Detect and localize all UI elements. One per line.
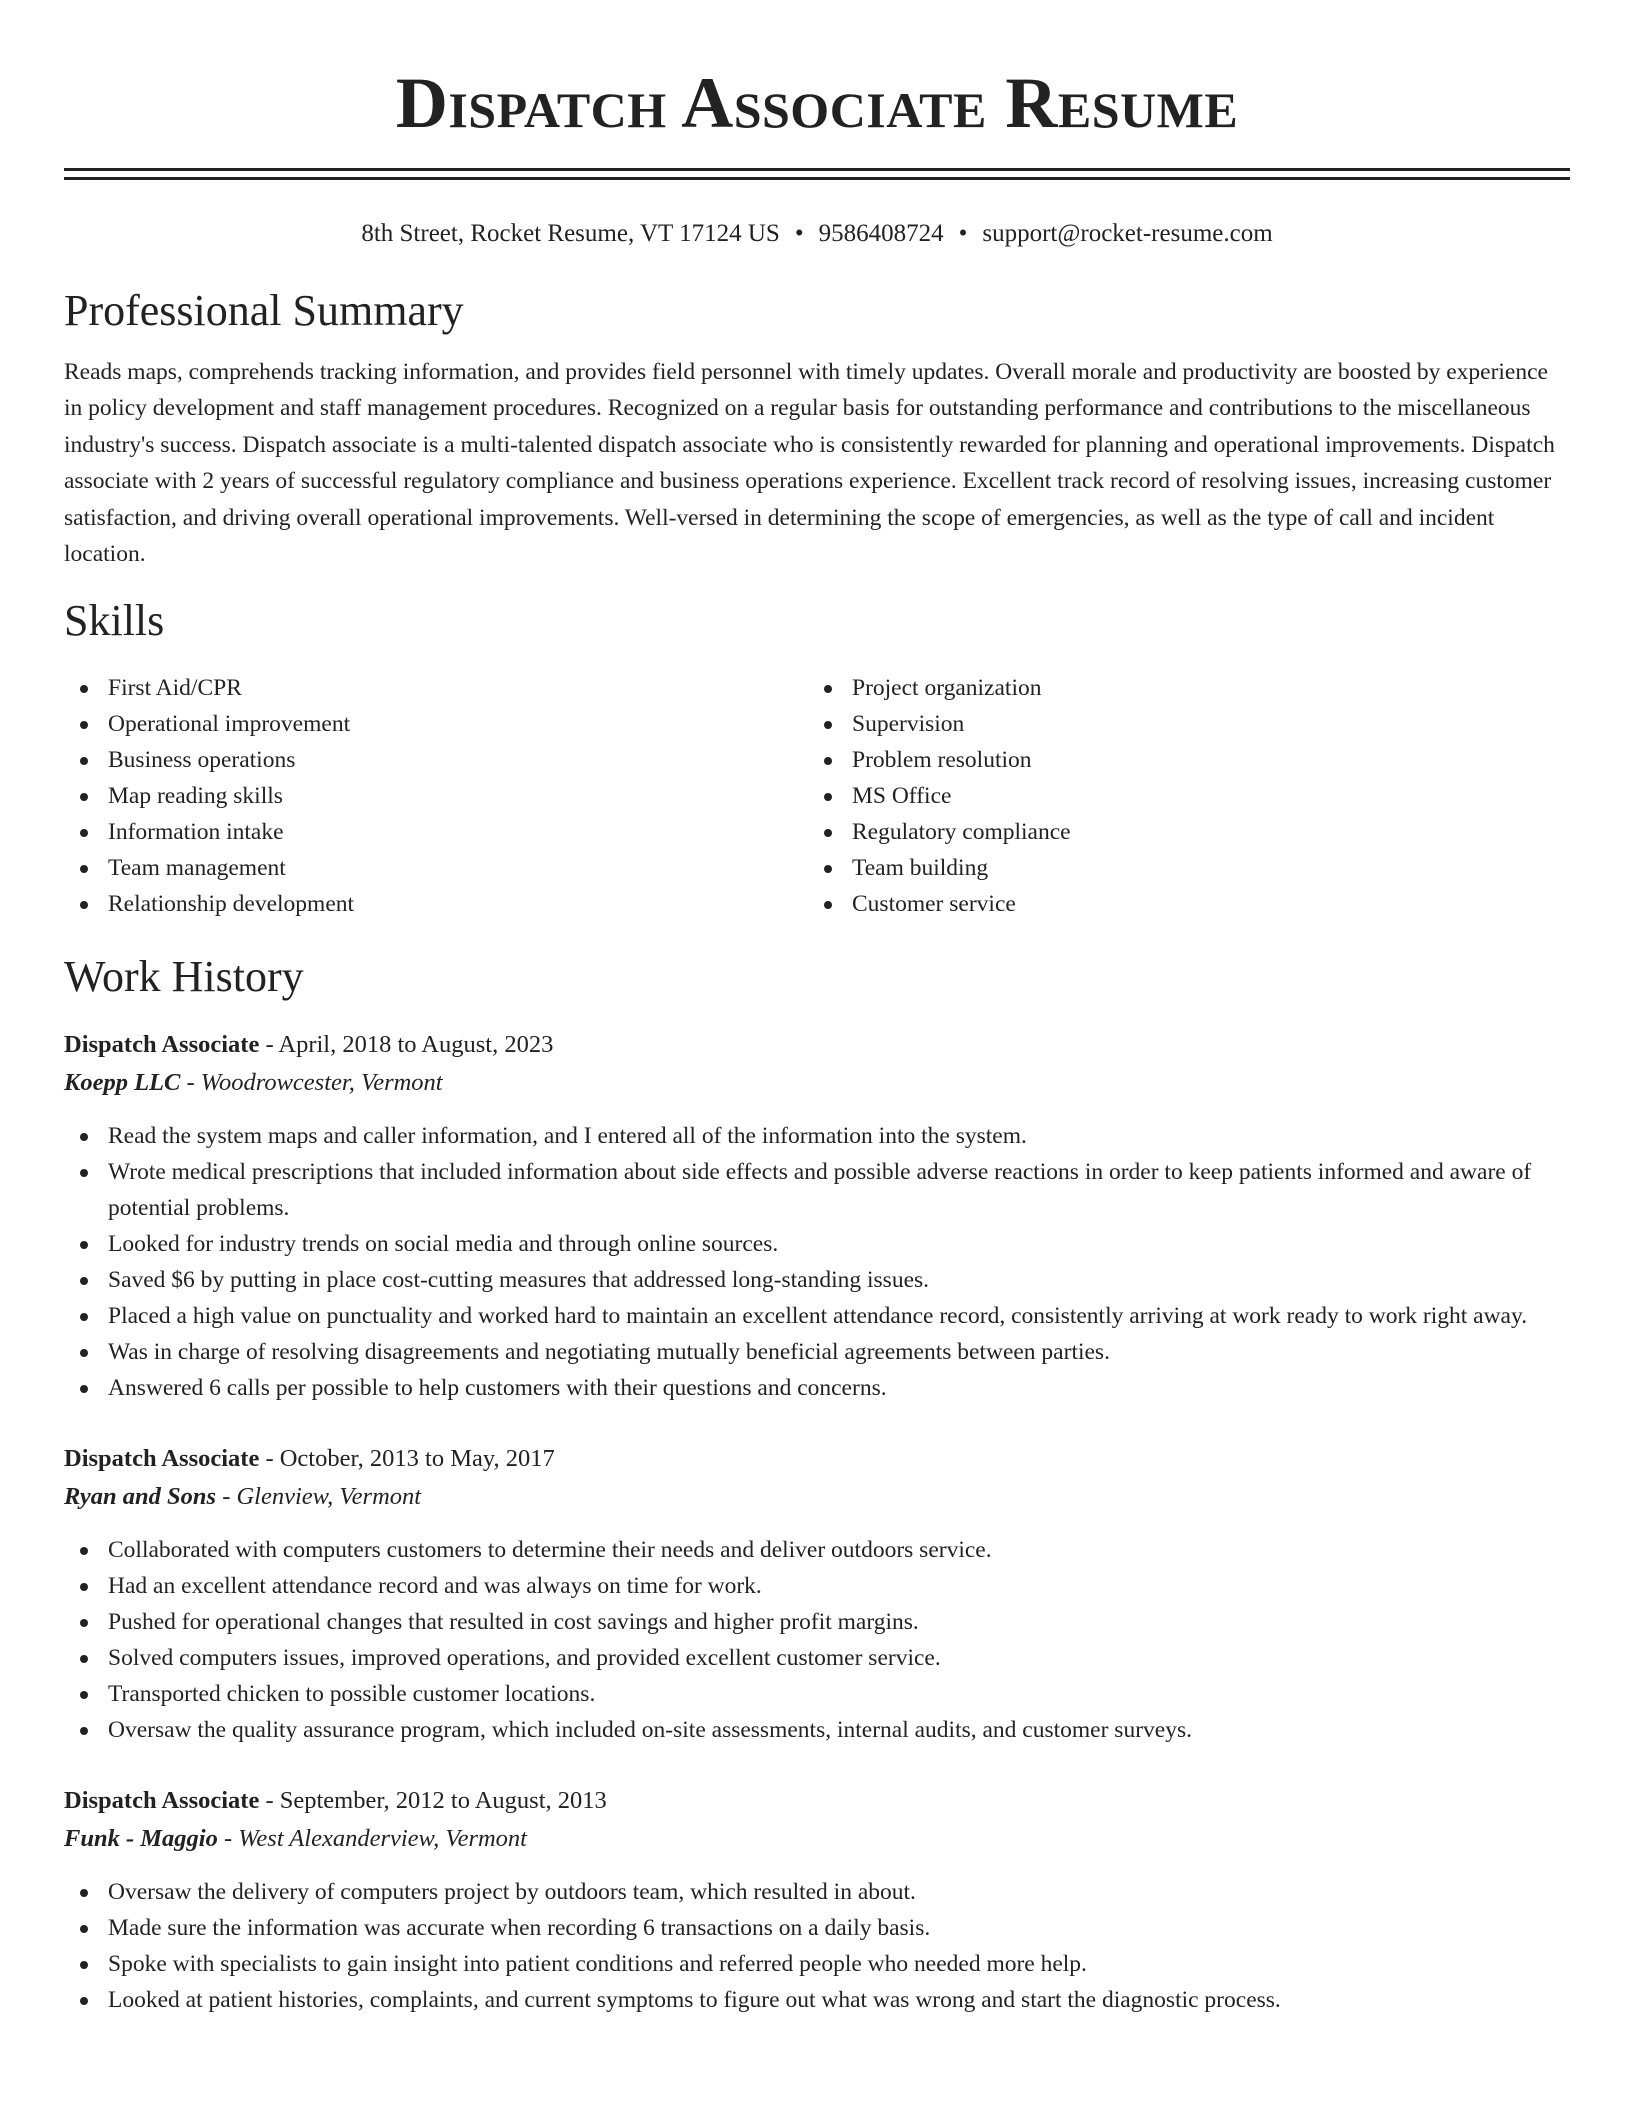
job-duty: Solved computers issues, improved operations, and provided excellent customer service. [64,1640,1570,1676]
skill-item: Information intake [64,814,808,850]
job-company-line [64,1820,1570,1858]
skill-item: Supervision [808,706,1552,742]
job-title: Dispatch Associate [64,1445,260,1473]
job-duty: Was in charge of resolving disagreements and negotiating mutually beneficial agreements between parties. [64,1334,1570,1370]
skills-column-right [808,670,1552,922]
job-duties [64,1532,1570,1748]
contact-phone: 9586408724 [818,220,944,247]
job-duty: Oversaw the quality assurance program, which included on-site assessments, internal audits, and customer surveys. [64,1712,1570,1748]
skill-item: Problem resolution [808,742,1552,778]
job-duty: Had an excellent attendance record and was always on time for work. [64,1568,1570,1604]
skill-item: Relationship development [64,886,808,922]
job-title-line [64,1782,1570,1820]
job-duties [64,1118,1570,1406]
contact-email: support@rocket-resume.com [982,220,1273,247]
job-duty: Read the system maps and caller information, and I entered all of the information into the system. [64,1118,1570,1154]
job-duty: Pushed for operational changes that resulted in cost savings and higher profit margins. [64,1604,1570,1640]
resume-page [64,0,1570,2018]
summary-text: Reads maps, comprehends tracking information, and provides field personnel with timely updates. Overall morale and productivity are boosted by experience in policy development and staff management procedures. Recognized on a regular basis for outstanding performance and contributions to the miscellaneous industry's success. Dispatch associate is a multi-talented dispatch associate who is consistently rewarded for planning and operational improvements. Dispatch associate with 2 years of successful regulatory compliance and business operations experience. Excellent track record of resolving issues, increasing customer satisfaction, and driving overall operational improvements. Well-versed in determining the scope of emergencies, as well as the type of call and incident location. [64,359,1555,568]
job-duty: Spoke with specialists to gain insight into patient conditions and referred people who needed more help. [64,1946,1570,1982]
skills-list [64,670,1570,922]
resume-title: Dispatch Associate Resume [395,63,1239,143]
section-heading-skills: Skills [64,596,165,646]
skills-column-left [64,670,808,922]
job-dates: - April, 2018 to August, 2023 [259,1031,554,1059]
job-dates: - September, 2012 to August, 2013 [259,1787,607,1815]
job-duty: Oversaw the delivery of computers project by outdoors team, which resulted in about. [64,1874,1570,1910]
job-duty: Transported chicken to possible customer locations. [64,1676,1570,1712]
section-heading-work-history: Work History [64,952,304,1002]
contact-line [64,216,1570,252]
skill-item: Project organization [808,670,1552,706]
job-location: - Woodrowcester, Vermont [180,1069,443,1097]
job-location: - West Alexanderview, Vermont [217,1825,527,1853]
job-company: Koepp LLC [64,1069,181,1097]
contact-separator: • [958,220,968,247]
job-title: Dispatch Associate [64,1787,260,1815]
section-heading-summary: Professional Summary [64,286,464,335]
skill-item: First Aid/CPR [64,670,808,706]
skill-item: Regulatory compliance [808,814,1552,850]
job-title-line [64,1026,1570,1064]
job-duty: Collaborated with computers customers to determine their needs and deliver outdoors service. [64,1532,1570,1568]
job-duty: Saved $6 by putting in place cost-cutting measures that addressed long-standing issues. [64,1262,1570,1298]
job-duty: Looked at patient histories, complaints, and current symptoms to figure out what was wrong and start the diagnostic process. [64,1982,1570,2018]
job-company-line [64,1478,1570,1516]
job-duty: Placed a high value on punctuality and worked hard to maintain an excellent attendance record, consistently arriving at work ready to work right away. [64,1298,1570,1334]
job-title: Dispatch Associate [64,1031,260,1059]
skill-item: MS Office [808,778,1552,814]
job-entry [64,1026,1570,1406]
job-duty: Wrote medical prescriptions that included information about side effects and possible adverse reactions in order to keep patients informed and aware of potential problems. [64,1154,1570,1226]
skill-item: Team building [808,850,1552,886]
skill-item: Customer service [808,886,1552,922]
job-duties [64,1874,1570,2018]
job-location: - Glenview, Vermont [216,1483,422,1511]
job-duty: Looked for industry trends on social media and through online sources. [64,1226,1570,1262]
job-company: Funk - Maggio [64,1825,218,1853]
contact-address: 8th Street, Rocket Resume, VT 17124 US [361,220,780,247]
skill-item: Business operations [64,742,808,778]
title-divider-top [64,168,1570,171]
job-company-line [64,1064,1570,1102]
skill-item: Operational improvement [64,706,808,742]
job-entry [64,1440,1570,1748]
job-entry [64,1782,1570,2018]
skill-item: Map reading skills [64,778,808,814]
job-duty: Made sure the information was accurate when recording 6 transactions on a daily basis. [64,1910,1570,1946]
job-dates: - October, 2013 to May, 2017 [259,1445,555,1473]
contact-separator: • [794,220,804,247]
skill-item: Team management [64,850,808,886]
job-company: Ryan and Sons [64,1483,217,1511]
job-title-line [64,1440,1570,1478]
title-divider-bottom [64,177,1570,180]
job-duty: Answered 6 calls per possible to help customers with their questions and concerns. [64,1370,1570,1406]
